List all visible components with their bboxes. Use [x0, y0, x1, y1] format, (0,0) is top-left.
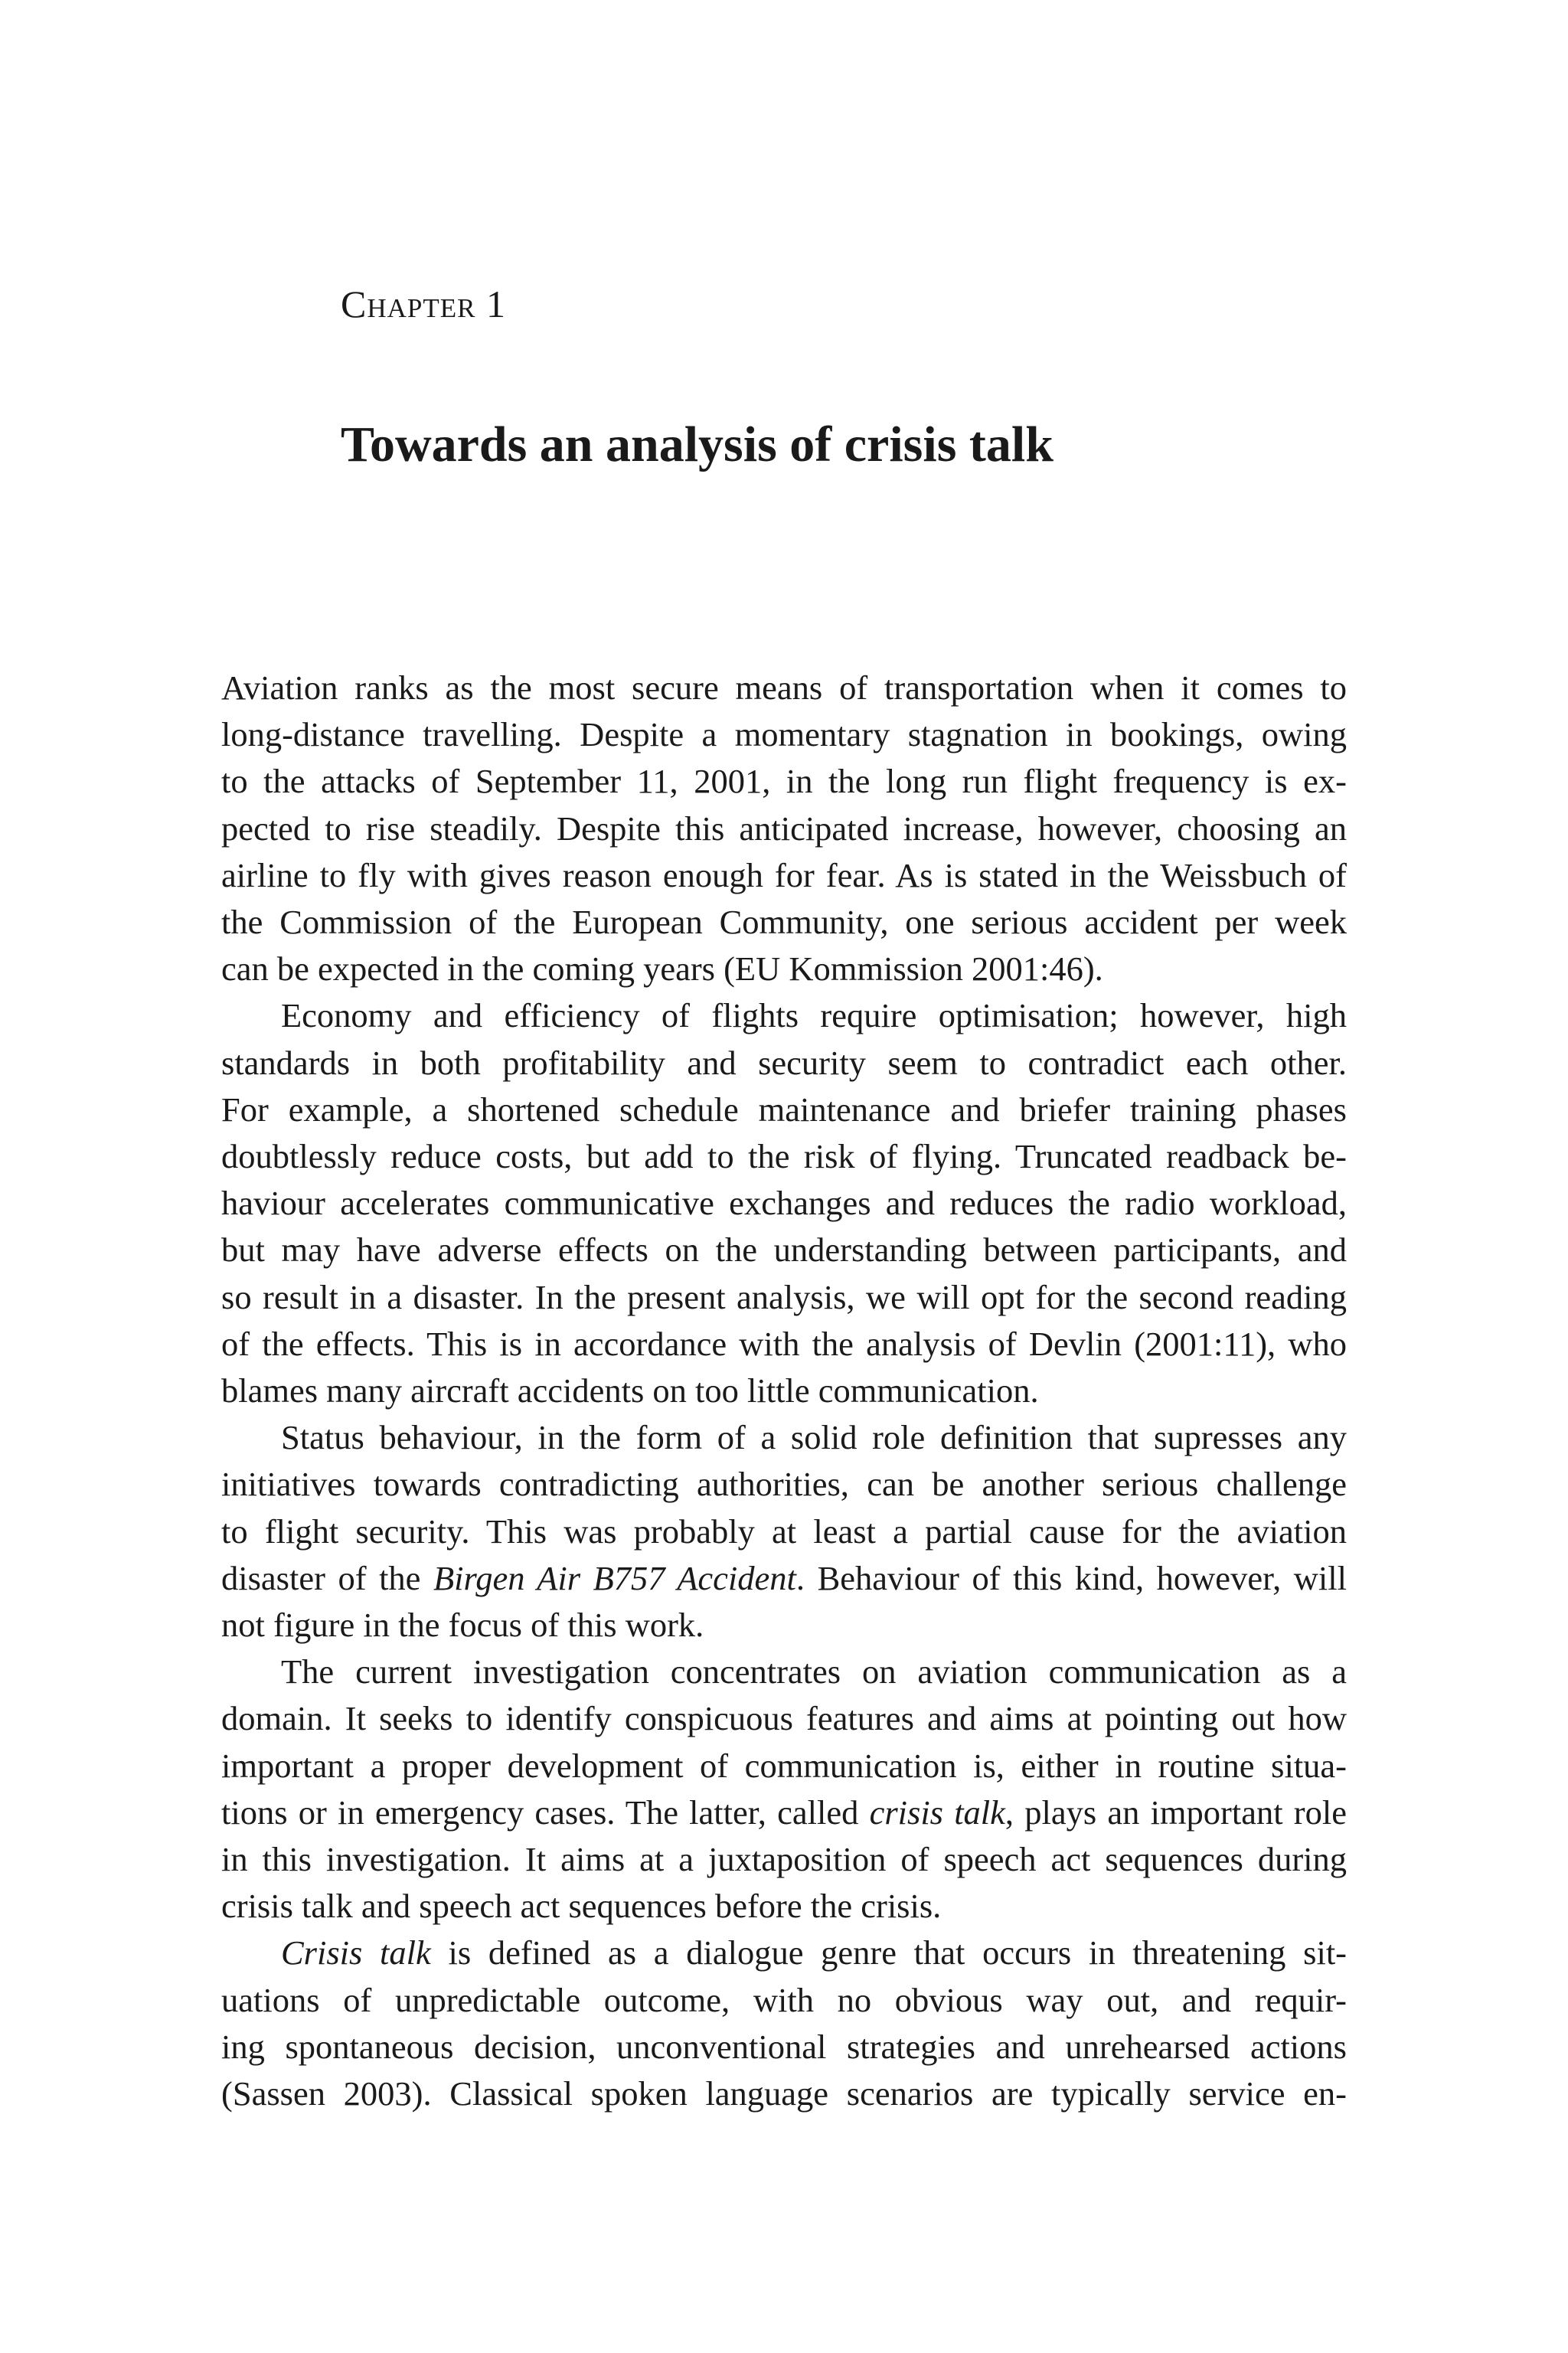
paragraph — [221, 992, 1347, 1414]
text-segment: tions or in emergency cases. The latter, called — [221, 1793, 870, 1832]
text-line: doubtlessly reduce costs, but add to the risk of flying. Truncated readback be- — [221, 1137, 1347, 1176]
text-line: blames many aircraft accidents on too little communication. — [221, 1371, 1039, 1410]
text-line: in this investigation. It aims at a juxtaposition of speech act sequences during — [221, 1840, 1347, 1879]
text-line — [221, 1930, 1347, 1976]
text-line: Status behaviour, in the form of a solid role definition that supresses any — [281, 1418, 1347, 1457]
text-line: important a proper development of communication is, either in routine situa- — [221, 1746, 1347, 1785]
text-line: can be expected in the coming years (EU Kommission 2001:46). — [221, 949, 1103, 989]
text-line: (Sassen 2003). Classical spoken language scenarios are typically service en- — [221, 2074, 1347, 2113]
text-line: pected to rise steadily. Despite this anticipated increase, however, choosing an — [221, 809, 1347, 848]
chapter-label: Chapter 1 — [341, 283, 506, 325]
body-text — [221, 665, 1347, 2117]
text-line: of the effects. This is in accordance with the analysis of Devlin (2001:11), who — [221, 1324, 1347, 1363]
text-line: long-distance travelling. Despite a momentary stagnation in bookings, owing — [221, 715, 1347, 754]
paragraph — [221, 665, 1347, 992]
text-line: airline to fly with gives reason enough for fear. As is stated in the Weissbuch of — [221, 855, 1347, 894]
text-line: the Commission of the European Community, one serious accident per week — [221, 903, 1347, 942]
text-line: ing spontaneous decision, unconventional strategies and unrehearsed actions — [221, 2027, 1347, 2066]
text-line: Aviation ranks as the most secure means of transportation when it comes to — [221, 668, 1347, 707]
text-line — [221, 1789, 1347, 1836]
text-line: Economy and efficiency of flights require optimisation; however, high — [281, 996, 1347, 1035]
text-line: For example, a shortened schedule maintenance and briefer training phases — [221, 1090, 1347, 1129]
italic-term: crisis talk — [869, 1793, 1005, 1832]
text-line: not figure in the focus of this work. — [221, 1606, 704, 1645]
text-segment: is defined as a dialogue genre that occurs in threatening sit- — [430, 1933, 1347, 1972]
text-segment: . Behaviour of this kind, however, will — [795, 1558, 1347, 1597]
paragraph — [221, 1414, 1347, 1649]
paragraph — [221, 1930, 1347, 2117]
text-line: initiatives towards contradicting authorities, can be another serious challenge — [221, 1465, 1347, 1504]
text-line: The current investigation concentrates on aviation communication as a — [281, 1652, 1347, 1691]
text-line: to the attacks of September 11, 2001, in the long run flight frequency is ex- — [221, 762, 1347, 801]
text-line: standards in both profitability and security seem to contradict each other. — [221, 1043, 1347, 1082]
chapter-title: Towards an analysis of crisis talk — [341, 417, 1054, 472]
text-line: uations of unpredictable outcome, with no obvious way out, and requir- — [221, 1980, 1347, 2019]
paragraph — [221, 1649, 1347, 1930]
text-line: domain. It seeks to identify conspicuous features and aims at pointing out how — [221, 1699, 1347, 1738]
text-segment: disaster of the — [221, 1558, 433, 1597]
text-line: haviour accelerates communicative exchanges and reduces the radio workload, — [221, 1184, 1347, 1223]
text-line — [221, 1555, 1347, 1602]
text-line: but may have adverse effects on the understanding between participants, and — [221, 1230, 1347, 1270]
text-line: crisis talk and speech act sequences before the crisis. — [221, 1887, 942, 1926]
text-segment: , plays an important role — [1004, 1793, 1347, 1832]
text-line: to flight security. This was probably at least a partial cause for the aviation — [221, 1511, 1347, 1551]
italic-term: Birgen Air B757 Accident — [433, 1558, 796, 1597]
italic-term: Crisis talk — [281, 1933, 431, 1972]
text-line: so result in a disaster. In the present analysis, we will opt for the second reading — [221, 1277, 1347, 1316]
